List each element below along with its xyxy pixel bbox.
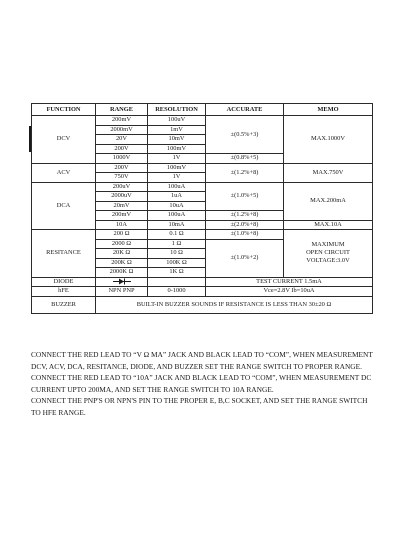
resolution-cell: 1V — [148, 154, 206, 164]
resolution-cell: 10mA — [148, 220, 206, 230]
accuracy-cell: ±(2.0%+8) — [206, 220, 284, 230]
range-cell: 200uV — [96, 182, 148, 192]
resolution-cell: 10 Ω — [148, 249, 206, 259]
resolution-cell: 100uV — [148, 116, 206, 126]
range-cell: 2000 Ω — [96, 239, 148, 249]
range-cell: 2000K Ω — [96, 268, 148, 278]
diode-icon — [113, 278, 131, 285]
memo-cell: MAX.1000V — [284, 116, 373, 164]
function-resistance: RESITANCE — [32, 230, 96, 278]
function-acv: ACV — [32, 163, 96, 182]
accuracy-cell: ±(1.0%+5) — [206, 182, 284, 211]
function-dcv: DCV — [32, 116, 96, 164]
hfe-note: Vce=2.8V Ib=10uA — [206, 287, 373, 297]
instructions — [31, 349, 373, 419]
resolution-cell: 1uA — [148, 192, 206, 202]
range-cell: 200mV — [96, 116, 148, 126]
range-cell: 20K Ω — [96, 249, 148, 259]
resolution-cell: 0.1 Ω — [148, 230, 206, 240]
instruction-paragraph: CONNECT THE RED LEAD TO “V Ω MA” JACK AND BLACK LEAD TO “COM”, WHEN MEASUREMENT DCV, ACV, DCA, RESITANCE, DIODE, AND BUZZER SET THE RANGE SWITCH TO PROPER RANGE. — [31, 350, 373, 371]
table-header-row — [32, 104, 373, 116]
header-range: RANGE — [96, 104, 148, 116]
memo-cell: MAX.200mA — [284, 182, 373, 220]
table-row — [32, 163, 373, 173]
spec-table — [31, 103, 373, 314]
range-cell: 10A — [96, 220, 148, 230]
range-cell: NPN PNP — [96, 287, 148, 297]
resolution-cell: 10uA — [148, 201, 206, 211]
range-cell: 200V — [96, 163, 148, 173]
function-hfe: hFE — [32, 287, 96, 297]
range-cell: 20mV — [96, 201, 148, 211]
header-memo: MEMO — [284, 104, 373, 116]
range-cell: 20V — [96, 135, 148, 145]
resolution-cell: 100uA — [148, 182, 206, 192]
header-function: FUNCTION — [32, 104, 96, 116]
resolution-cell: 0-1000 — [148, 287, 206, 297]
range-cell: 200V — [96, 144, 148, 154]
memo-cell: MAX.750V — [284, 163, 373, 182]
accuracy-cell: ±(1.0%+2) — [206, 239, 284, 277]
memo-cell: MAXIMUM OPEN CIRCUIT VOLTAGE:3.0V — [284, 230, 373, 278]
instruction-paragraph: CONNECT THE RED LEAD TO “10A” JACK AND BLACK LEAD TO “COM”, WHEN MEASUREMENT DC CURRENT UPTO 200MA, AND SET THE RANGE SWITCH TO 10A RANGE. — [31, 373, 372, 394]
table-row — [32, 116, 373, 126]
accuracy-cell: ±(1.0%+8) — [206, 230, 284, 240]
function-diode: DIODE — [32, 277, 96, 287]
resolution-cell: 1K Ω — [148, 268, 206, 278]
resolution-cell: 1mV — [148, 125, 206, 135]
range-cell: 1000V — [96, 154, 148, 164]
instruction-paragraph: CONNECT THE PNP'S OR NPN'S PIN TO THE PROPER E, B,C SOCKET, AND SET THE RANGE SWITCH TO HFE RANGE. — [31, 396, 368, 417]
accuracy-cell: ±(0.5%+3) — [206, 116, 284, 154]
accuracy-cell: ±(1.2%+8) — [206, 211, 284, 221]
range-cell: 2000uV — [96, 192, 148, 202]
table-row — [32, 287, 373, 297]
resolution-cell: 1V — [148, 173, 206, 183]
accuracy-cell: ±(0.8%+5) — [206, 154, 284, 164]
resolution-cell: 1 Ω — [148, 239, 206, 249]
empty-cell — [148, 277, 206, 287]
diode-symbol-cell — [96, 277, 148, 287]
buzzer-note: BUILT-IN BUZZER SOUNDS IF RESISTANCE IS LESS THAN 30±20 Ω — [96, 296, 373, 313]
resolution-cell: 100K Ω — [148, 258, 206, 268]
range-cell: 200 Ω — [96, 230, 148, 240]
table-row — [32, 230, 373, 240]
resolution-cell: 10mV — [148, 135, 206, 145]
table-row — [32, 277, 373, 287]
function-dca: DCA — [32, 182, 96, 230]
accuracy-cell: ±(1.2%+8) — [206, 163, 284, 182]
resolution-cell: 100uA — [148, 211, 206, 221]
diode-note: TEST CURRENT 1.5mA — [206, 277, 373, 287]
header-accurate: ACCURATE — [206, 104, 284, 116]
table-row — [32, 182, 373, 192]
range-cell: 200K Ω — [96, 258, 148, 268]
resolution-cell: 100mV — [148, 144, 206, 154]
range-cell: 2000mV — [96, 125, 148, 135]
resolution-cell: 100mV — [148, 163, 206, 173]
function-buzzer: BUZZER — [32, 296, 96, 313]
range-cell: 750V — [96, 173, 148, 183]
memo-cell: MAX.10A — [284, 220, 373, 230]
range-cell: 200mV — [96, 211, 148, 221]
table-row — [32, 296, 373, 313]
header-resolution: RESOLUTION — [148, 104, 206, 116]
